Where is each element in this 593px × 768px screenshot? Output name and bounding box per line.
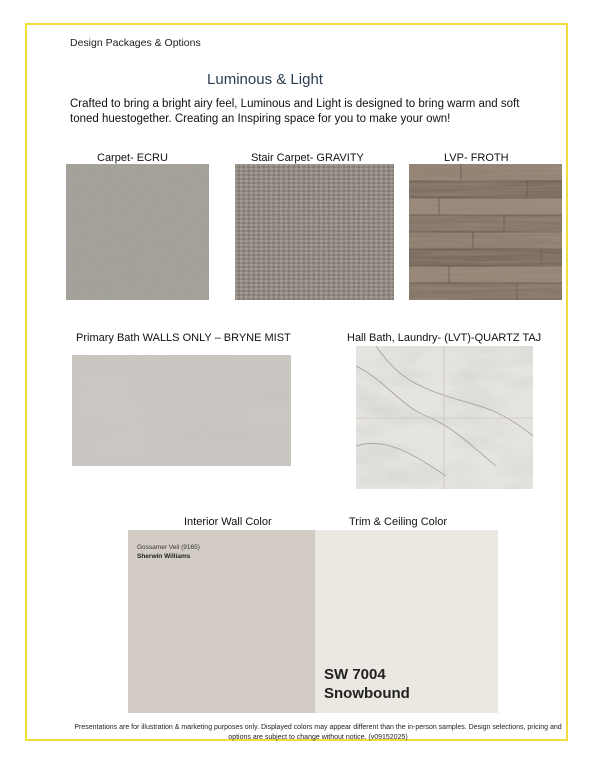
primary-bath-swatch (72, 355, 291, 466)
hall-bath-caption: Hall Bath, Laundry- (LVT)-QUARTZ TAJ (347, 332, 542, 344)
carpet-caption: Carpet- ECRU (97, 152, 168, 164)
wood-plank-texture-icon (409, 164, 562, 300)
stair-carpet-caption: Stair Carpet- GRAVITY (251, 152, 364, 164)
trim-paint-code: SW 7004 (324, 666, 386, 683)
primary-bath-caption: Primary Bath WALLS ONLY – BRYNE MIST (76, 332, 291, 344)
interior-wall-caption: Interior Wall Color (184, 516, 272, 528)
section-label: Design Packages & Options (70, 37, 201, 49)
package-title: Luminous & Light (207, 71, 323, 88)
footer-disclaimer: Presentations are for illustration & marketing purposes only. Displayed colors may appear different than the in-person samples. Design selections, pricing and options are subject to change without notice. (v09152025) (74, 724, 562, 741)
package-description: Crafted to bring a bright airy feel, Luminous and Light is designed to bring warm and soft toned huestogether. Creating an Inspiring space for you to make your own! (70, 98, 520, 125)
interior-paint-name: Gossamer Veil (9165) (137, 544, 200, 551)
stair-carpet-swatch (235, 164, 394, 300)
trim-paint-name: Snowbound (324, 685, 410, 702)
carpet-texture-icon (66, 164, 209, 300)
marble-tile-icon (356, 346, 533, 489)
trim-ceiling-caption: Trim & Ceiling Color (349, 516, 448, 528)
hall-bath-swatch (356, 346, 533, 489)
stone-tile-icon (72, 355, 291, 466)
interior-paint-brand: Sherwin Williams (137, 553, 191, 560)
lvp-swatch (409, 164, 562, 300)
carpet-swatch (66, 164, 209, 300)
woven-carpet-texture-icon (235, 164, 394, 300)
lvp-caption: LVP- FROTH (444, 152, 509, 164)
